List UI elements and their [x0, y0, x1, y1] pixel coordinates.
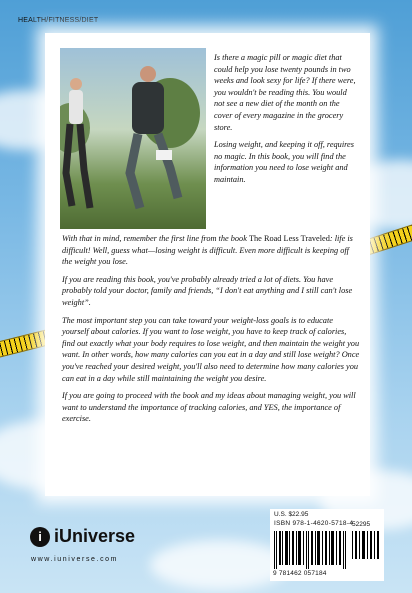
- runners-illustration: [60, 48, 206, 229]
- barcode-digits: 9 781462 057184: [273, 570, 327, 577]
- publisher-name: iUniverse: [54, 526, 136, 546]
- price-addon-digits: 52295: [352, 521, 371, 528]
- iuniverse-logo-icon: i: [30, 527, 50, 547]
- p1-text: With that in mind, remember the first line from the book: [62, 234, 249, 243]
- p1-text: : life is difficult! Well, guess what—losing weight is difficult. Even more difficult is keeping off the weight you lose.: [62, 234, 353, 267]
- barcode-block: [270, 509, 384, 581]
- body-text: [62, 233, 360, 431]
- intro-text: [214, 52, 358, 192]
- price: U.S. $22.95: [274, 511, 309, 518]
- category-label: HEALTH/FITNESS/DIET: [18, 17, 99, 24]
- body-paragraph: If you are reading this book, you've probably already tried a lot of diets. You have probably told your doctor, family and friends, “I don't eat anything and I still can't lose weight”.: [62, 274, 353, 307]
- publisher-logo: [30, 526, 135, 547]
- publisher-url: www.iuniverse.com: [31, 556, 119, 563]
- body-paragraph: The most important step you can take toward your weight-loss goals is to educate yourself about calories. If you want to lose weight, you have to keep track of calories, find out exactly what your body requires to lose weight, and then maintain the weight you want. In other words, how many calories can you eat in a day and still lose weight? Once you've reached your desired weight, you'll also need to determine how many calories you can eat in a day while still maintaining the weight you desire.: [62, 315, 360, 383]
- body-paragraph: If you are going to proceed with the book and my ideas about managing weight, you will want to understand the importance of tracking calories, and YES, the importance of exercise.: [62, 391, 356, 424]
- book-title: The Road Less Traveled: [248, 234, 330, 243]
- barcode: [274, 531, 346, 569]
- intro-paragraph: Is there a magic pill or magic diet that could help you lose twenty pounds in two weeks and look sexy for life? If there were, you wouldn't be reading this. You would not see a new diet of the month on the cover of every magazine in the grocery store.: [214, 53, 356, 132]
- isbn: ISBN 978-1-4620-5718-4: [274, 520, 354, 527]
- intro-paragraph: Losing weight, and keeping it off, requires no magic. In this book, you will find the information you need to lose weight and maintain.: [214, 140, 354, 184]
- addon-barcode: [352, 531, 380, 559]
- runners-photo: [60, 48, 206, 229]
- cloud: [150, 540, 290, 590]
- body-paragraph: [62, 233, 360, 268]
